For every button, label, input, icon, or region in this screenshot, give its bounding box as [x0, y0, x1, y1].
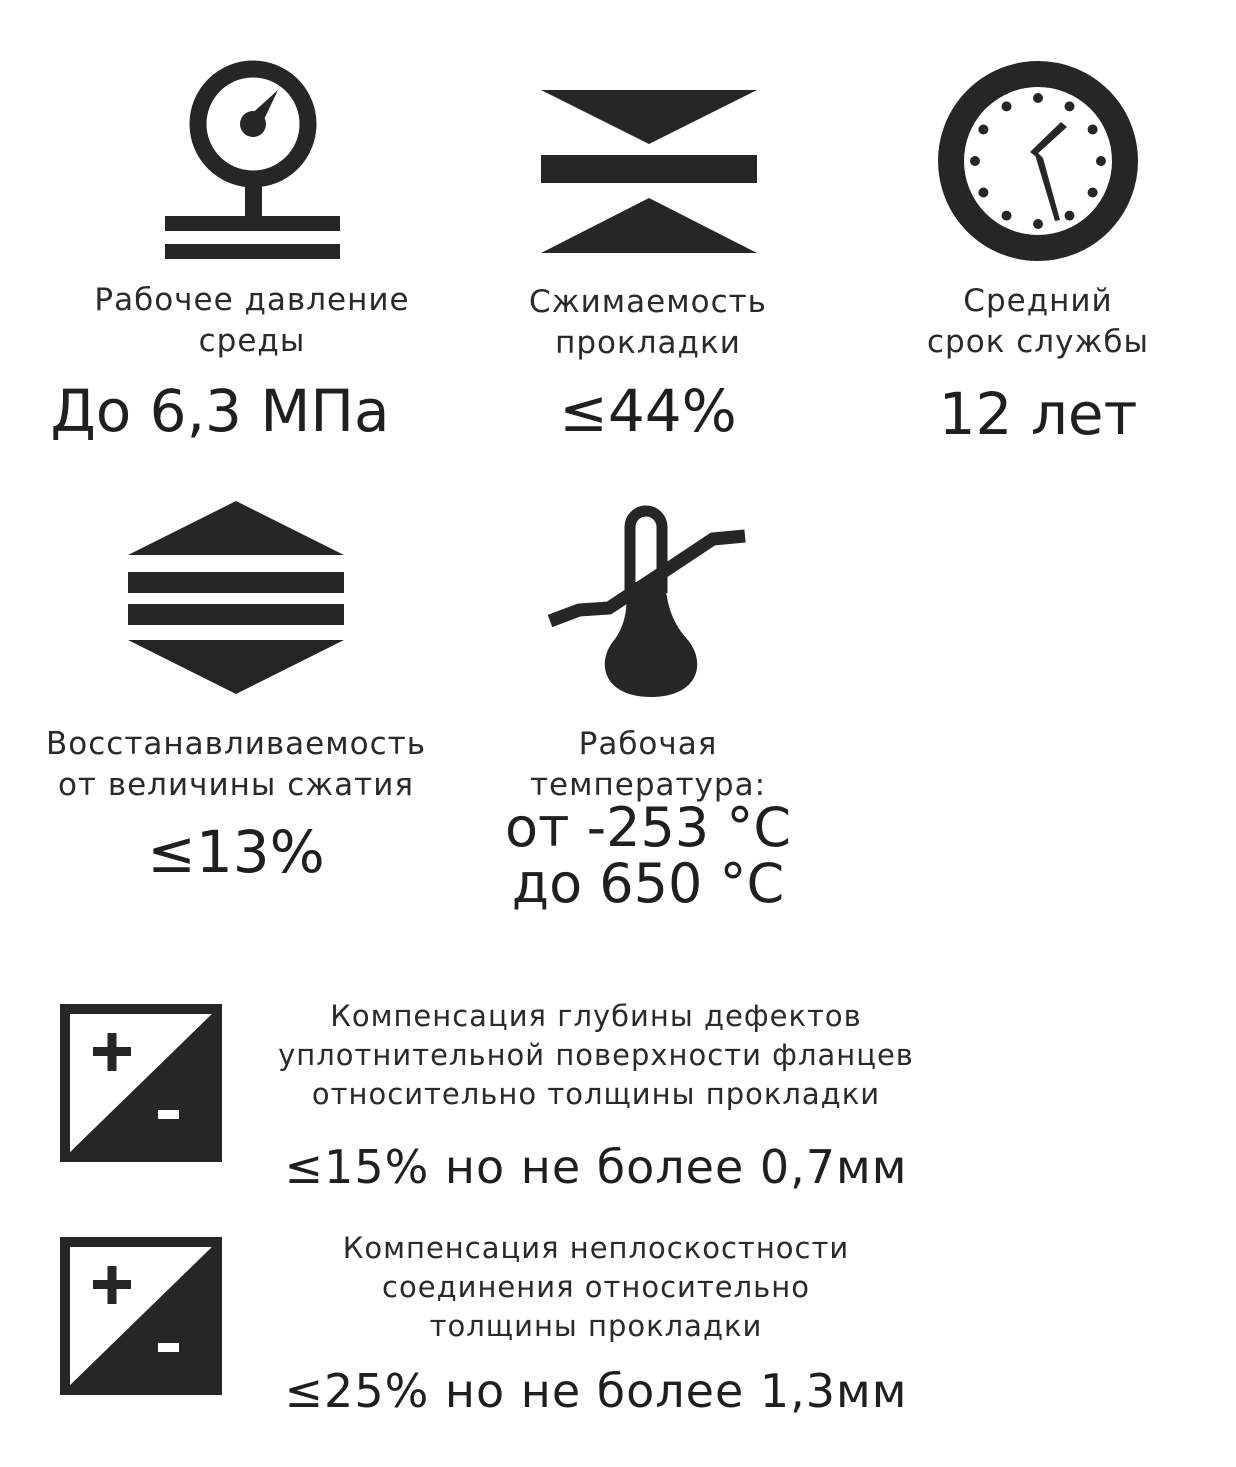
temperature-value [448, 796, 848, 915]
defect-compensation-line-1: Компенсация глубины дефектов [330, 999, 862, 1033]
flatness-compensation-line-3: толщины прокладки [429, 1309, 763, 1343]
pressure-value: До 6,3 МПа [50, 377, 390, 445]
pressure-label-line-1: Рабочее давление [94, 282, 410, 318]
compressibility-label-line-2: прокладки [555, 325, 741, 361]
thermometer-icon [547, 497, 749, 702]
defect-compensation-line-3: относительно толщины прокладки [311, 1077, 881, 1111]
pressure-label-line-2: среды [198, 323, 306, 359]
pressure-label [52, 280, 452, 362]
compressibility-label-line-1: Сжимаемость [529, 284, 767, 320]
defect-compensation-value: ≤15% но не более 0,7мм [284, 1140, 908, 1194]
compressibility-label [448, 282, 848, 364]
temperature-max: до 650 °С [511, 852, 785, 915]
clock-icon [937, 60, 1139, 262]
service-life-label-line-1: Средний [963, 283, 1113, 319]
compression-icon [538, 88, 760, 256]
service-life-label [838, 281, 1236, 363]
temperature-min: от -253 °С [504, 796, 792, 859]
recovery-label [36, 724, 436, 806]
service-life-label-line-2: срок службы [927, 324, 1149, 360]
flatness-compensation-value: ≤25% но не более 1,3мм [284, 1364, 908, 1418]
flatness-compensation-label [246, 1229, 946, 1346]
defect-compensation-line-2: уплотнительной поверхности фланцев [278, 1038, 914, 1072]
recovery-label-line-1: Восстанавливаемость [46, 726, 426, 762]
pressure-gauge-icon [160, 60, 350, 265]
recovery-label-line-2: от величины сжатия [57, 767, 415, 803]
recovery-icon [125, 500, 347, 696]
plus-minus-square-icon [58, 1235, 224, 1397]
temperature-label-line-1: Рабочая [578, 726, 718, 762]
service-life-value: 12 лет [938, 380, 1138, 448]
plus-minus-square-icon [58, 1002, 224, 1164]
flatness-compensation-line-1: Компенсация неплоскостности [342, 1231, 850, 1265]
defect-compensation-label [246, 997, 946, 1114]
temperature-label [448, 724, 848, 806]
temperature-label-line-2: температура: [529, 767, 767, 803]
recovery-value: ≤13% [147, 818, 325, 886]
compressibility-value: ≤44% [559, 377, 737, 445]
flatness-compensation-line-2: соединения относительно [382, 1270, 810, 1304]
